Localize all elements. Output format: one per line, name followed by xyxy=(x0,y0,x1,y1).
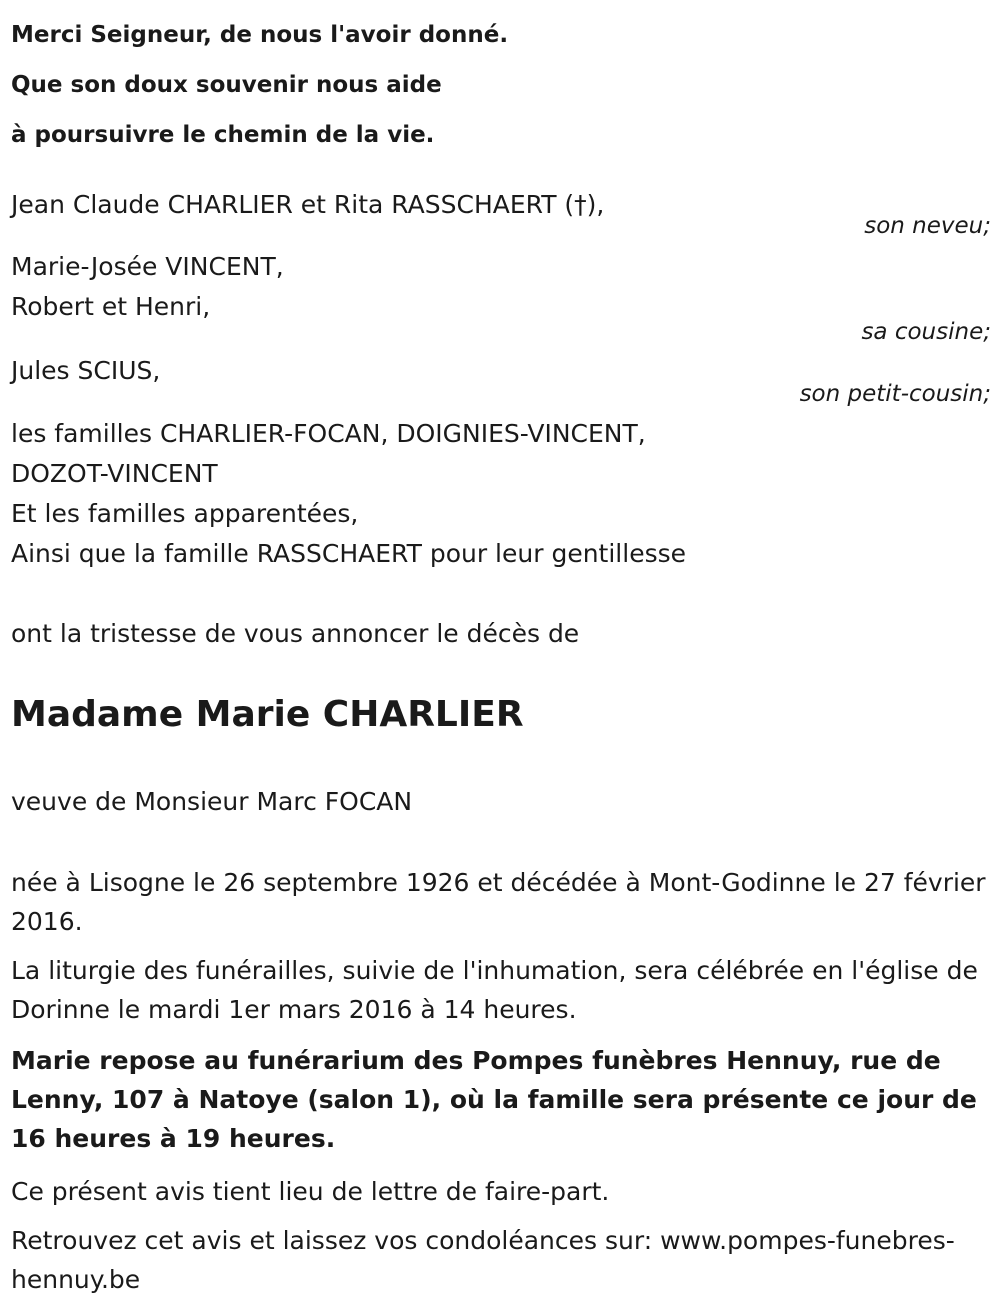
condolences-text: Retrouvez cet avis et laissez vos condoléances sur: www.pompes-funebres-hennuy.be xyxy=(11,1226,955,1294)
cousin-relation: sa cousine; xyxy=(861,319,991,345)
family-second-cousin xyxy=(11,351,991,407)
birth-death-text: née à Lisogne le 26 septembre 1926 et décédée à Mont-Godinne le 27 février 2016. xyxy=(11,868,986,936)
verse xyxy=(11,0,991,160)
visitation-text: Marie repose au funérarium des Pompes funèbres Hennuy, rue de Lenny, 107 à Natoye (salon 1), où la famille sera présente ce jour de 16 heures à 19 heures. xyxy=(11,1046,977,1153)
cousin-names-2: Robert et Henri, xyxy=(11,292,211,321)
verse-line-3: à poursuivre le chemin de la vie. xyxy=(11,122,435,148)
cousin-names-1: Marie-Josée VINCENT, xyxy=(11,252,284,281)
announcement-text: ont la tristesse de vous annoncer le décès de xyxy=(11,619,580,648)
second-cousin-relation: son petit-cousin; xyxy=(799,381,991,407)
funeral-visitation xyxy=(11,1041,991,1158)
families-line-3: Et les familles apparentées, xyxy=(11,499,359,528)
deceased-name xyxy=(11,693,991,737)
funeral-liturgy xyxy=(11,951,991,1029)
notice xyxy=(11,1172,991,1211)
liturgy-text: La liturgie des funérailles, suivie de l'inhumation, sera célébrée en l'église de Dorinne le mardi 1er mars 2016 à 14 heures. xyxy=(11,956,978,1024)
family-cousin xyxy=(11,247,991,345)
widow-of xyxy=(11,782,991,822)
deceased-title: Madame Marie CHARLIER xyxy=(11,694,524,735)
nephew-relation: son neveu; xyxy=(864,213,991,239)
announcement xyxy=(11,614,991,654)
widow-of-text: veuve de Monsieur Marc FOCAN xyxy=(11,787,413,816)
notice-text: Ce présent avis tient lieu de lettre de faire-part. xyxy=(11,1177,610,1206)
family-nephew xyxy=(11,185,991,239)
families-line-1: les familles CHARLIER-FOCAN, DOIGNIES-VINCENT, xyxy=(11,419,646,448)
families-line-4: Ainsi que la famille RASSCHAERT pour leur gentillesse xyxy=(11,539,686,568)
condolences xyxy=(11,1221,991,1299)
verse-line-1: Merci Seigneur, de nous l'avoir donné. xyxy=(11,22,509,48)
second-cousin-names: Jules SCIUS, xyxy=(11,356,161,385)
families-line-2: DOZOT-VINCENT xyxy=(11,459,218,488)
birth-death xyxy=(11,863,991,941)
verse-line-2: Que son doux souvenir nous aide xyxy=(11,72,442,98)
family-others xyxy=(11,414,991,574)
nephew-names: Jean Claude CHARLIER et Rita RASSCHAERT (†), xyxy=(11,190,605,219)
